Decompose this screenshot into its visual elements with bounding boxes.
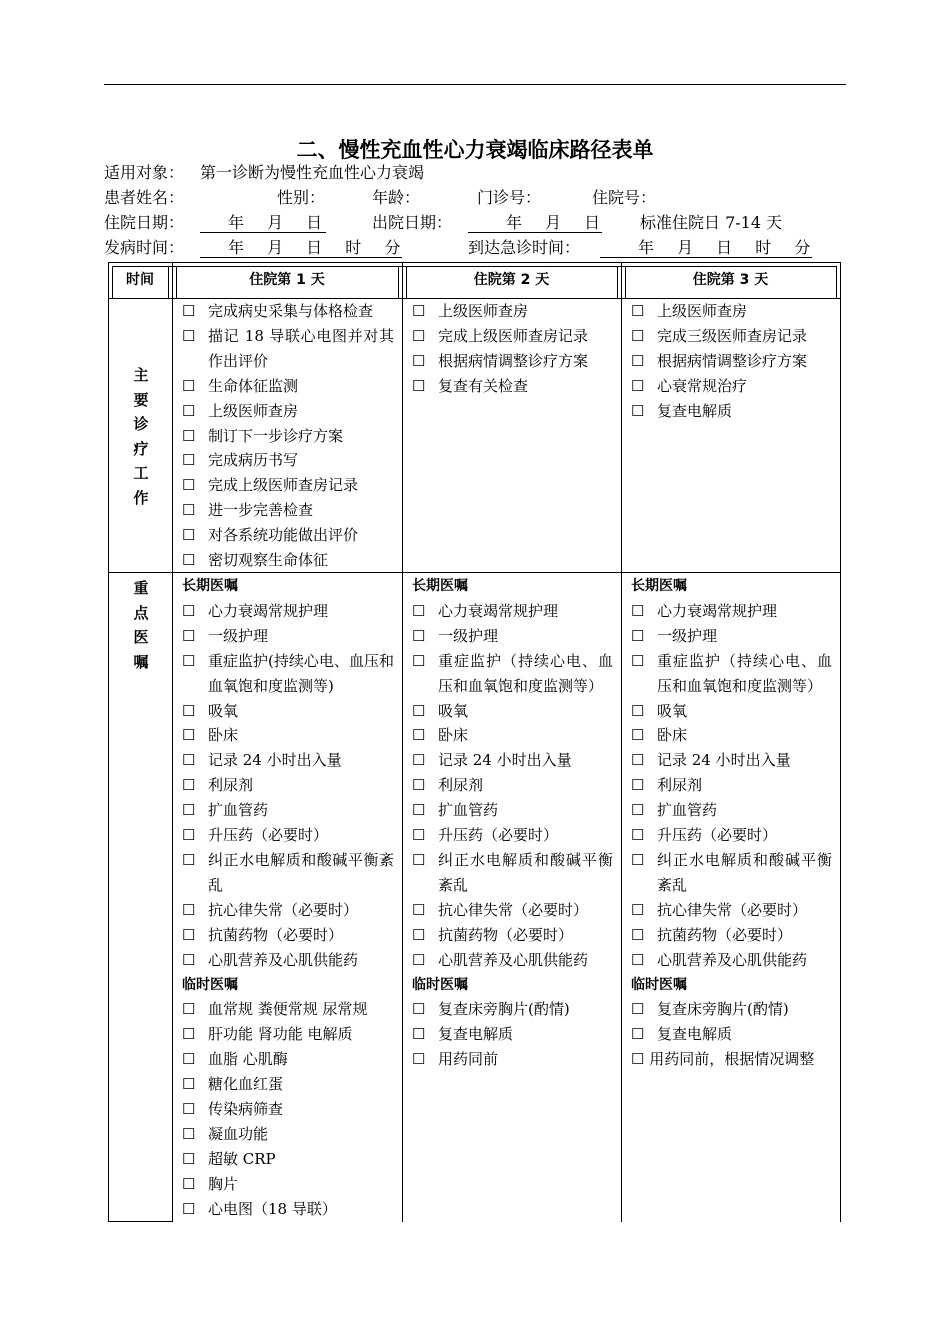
- arrival-blank: [600, 237, 812, 258]
- checkbox-icon[interactable]: ☐: [182, 850, 196, 869]
- checkbox-icon[interactable]: ☐: [412, 776, 426, 795]
- checkbox-icon[interactable]: ☐: [412, 626, 426, 645]
- item-text: 纠正水电解质和酸碱平衡紊乱: [438, 850, 613, 894]
- item-text: 根据病情调整诊疗方案: [657, 351, 808, 370]
- checkbox-icon[interactable]: ☐: [412, 850, 426, 869]
- table-top-border: [108, 262, 841, 263]
- order-item: [182, 1147, 394, 1172]
- checkbox-icon[interactable]: ☐: [631, 850, 645, 869]
- header-inner-border: [398, 266, 399, 298]
- item-text: 完成上级医师查房记录: [208, 476, 359, 495]
- checkbox-icon[interactable]: ☐: [182, 826, 196, 845]
- order-item: [412, 723, 613, 748]
- order-item: [631, 948, 832, 973]
- checkbox-icon[interactable]: ☐: [412, 1000, 426, 1019]
- temporary-orders-heading: 临时医嘱: [412, 976, 468, 993]
- item-text: 完成病史采集与体格检查: [208, 302, 374, 320]
- standard-stay: 标准住院日 7-14 天: [640, 213, 783, 232]
- checkbox-icon[interactable]: ☐: [182, 326, 196, 345]
- item-text: 卧床: [208, 726, 239, 745]
- checkbox-icon[interactable]: ☐: [182, 401, 196, 420]
- item-text: 卧床: [438, 726, 469, 745]
- item-text: 心衰常规治疗: [657, 376, 748, 395]
- checklist-item: [182, 548, 394, 573]
- order-item: [182, 823, 394, 848]
- checkbox-icon[interactable]: ☐: [631, 950, 645, 969]
- item-text: 吸氧: [657, 701, 688, 720]
- item-text: 重症监护（持续心电、血压和血氧饱和度监测等）: [657, 651, 832, 695]
- checklist-item: [631, 324, 832, 349]
- order-item: [182, 723, 394, 748]
- checkbox-icon[interactable]: ☐: [182, 551, 196, 570]
- item-text: 根据病情调整诊疗方案: [438, 351, 589, 370]
- item-text: 抗心律失常（必要时）: [657, 900, 808, 919]
- checkbox-icon[interactable]: ☐: [182, 751, 196, 770]
- onset-label: 发病时间：: [104, 238, 185, 257]
- checkbox-icon[interactable]: ☐: [412, 826, 426, 845]
- checkbox-icon[interactable]: ☐: [412, 1025, 426, 1044]
- item-text: 凝血功能: [208, 1124, 269, 1143]
- order-item: [182, 798, 394, 823]
- item-text: 升压药（必要时）: [208, 826, 329, 845]
- order-item: [182, 1122, 394, 1147]
- checkbox-icon[interactable]: ☐: [412, 1050, 426, 1069]
- col-header-day2: 住院第 2 天: [473, 272, 550, 288]
- onset-blank: [200, 237, 402, 258]
- item-text: 用药同前: [438, 1050, 499, 1069]
- item-text: 抗菌药物（必要时）: [657, 925, 793, 944]
- order-item: [182, 773, 394, 798]
- checkbox-icon[interactable]: ☐: [182, 626, 196, 645]
- order-item: [182, 1172, 394, 1197]
- checklist-item: [182, 399, 394, 424]
- checkbox-icon[interactable]: ☐: [412, 326, 426, 345]
- checkbox-icon[interactable]: ☐: [631, 801, 645, 820]
- checkbox-icon[interactable]: ☐: [631, 1050, 650, 1069]
- order-item: [412, 748, 613, 773]
- checkbox-icon[interactable]: ☐: [182, 701, 196, 720]
- item-text: 利尿剂: [657, 776, 703, 795]
- item-text: 重症监护(持续心电、血压和血氧饱和度监测等): [208, 651, 394, 695]
- item-text: 进一步完善检查: [208, 501, 314, 520]
- checkbox-icon[interactable]: ☐: [182, 1174, 196, 1193]
- item-text: 心肌营养及心肌供能药: [208, 950, 359, 969]
- order-item: [182, 997, 394, 1022]
- item-text: 一级护理: [438, 626, 499, 645]
- item-text: 完成三级医师查房记录: [657, 326, 808, 345]
- row-label-main-work: [111, 363, 171, 510]
- order-item: [631, 798, 832, 823]
- item-text: 糖化血红蛋: [208, 1075, 284, 1094]
- order-item: [412, 699, 613, 724]
- col-header-day3: 住院第 3 天: [692, 272, 769, 288]
- item-text: 利尿剂: [438, 776, 484, 795]
- order-item: [182, 1047, 394, 1072]
- order-item: [631, 923, 832, 948]
- admit-date-label: 住院日期：: [104, 213, 185, 232]
- item-text: 制订下一步诊疗方案: [208, 426, 344, 445]
- checklist-item: [631, 349, 832, 374]
- item-text: 扩血管药: [438, 801, 499, 820]
- checkbox-icon[interactable]: ☐: [182, 1025, 196, 1044]
- checklist-item: [631, 299, 832, 324]
- checkbox-icon[interactable]: ☐: [631, 826, 645, 845]
- admit-date-blank: [200, 212, 326, 233]
- order-item: [631, 1047, 832, 1072]
- checkbox-icon[interactable]: ☐: [412, 302, 426, 320]
- item-text: 纠正水电解质和酸碱平衡紊乱: [657, 850, 832, 894]
- item-text: 上级医师查房: [438, 302, 529, 320]
- checklist-item: [182, 448, 394, 473]
- checkbox-icon[interactable]: ☐: [412, 925, 426, 944]
- item-text: 纠正水电解质和酸碱平衡紊乱: [208, 850, 394, 894]
- row-label-text: 主 要 诊 疗 工 作: [133, 366, 149, 507]
- page-title: 二、慢性充血性心力衰竭临床路径表单: [296, 138, 654, 162]
- checkbox-icon[interactable]: ☐: [412, 351, 426, 370]
- order-item: [412, 798, 613, 823]
- checkbox-icon[interactable]: ☐: [412, 751, 426, 770]
- order-item: [412, 649, 613, 699]
- item-text: 抗菌药物（必要时）: [208, 925, 344, 944]
- header-inner-border: [836, 266, 837, 298]
- gender-label: 性别：: [277, 188, 326, 207]
- checklist-item: [182, 324, 394, 374]
- checklist-item: [182, 299, 394, 324]
- checkbox-icon[interactable]: ☐: [631, 601, 645, 620]
- checkbox-icon[interactable]: ☐: [412, 701, 426, 720]
- item-text: 心电图（18 导联）: [208, 1199, 337, 1218]
- checklist-item: [182, 498, 394, 523]
- admit-date-value: 年 月 日: [228, 213, 323, 232]
- long-term-orders-heading: 长期医嘱: [182, 578, 238, 594]
- item-text: 扩血管药: [657, 801, 718, 820]
- day3-key-orders: [631, 574, 832, 1072]
- day2-col-border: [621, 262, 622, 1222]
- checklist-item: [631, 399, 832, 424]
- item-text: 复查电解质: [657, 1025, 733, 1044]
- temporary-orders-heading: 临时医嘱: [631, 976, 687, 993]
- order-item: [182, 1072, 394, 1097]
- checkbox-icon[interactable]: ☐: [631, 1025, 645, 1044]
- discharge-date-value: 年 月 日: [506, 213, 601, 232]
- order-item: [182, 1097, 394, 1122]
- checkbox-icon[interactable]: ☐: [182, 1149, 196, 1168]
- order-item: [412, 1022, 613, 1047]
- checkbox-icon[interactable]: ☐: [182, 302, 196, 320]
- label-col-bottom: [108, 1221, 172, 1222]
- checkbox-icon[interactable]: ☐: [631, 701, 645, 720]
- item-text: 抗菌药物（必要时）: [438, 925, 574, 944]
- checkbox-icon[interactable]: ☐: [182, 501, 196, 520]
- item-text: 传染病筛查: [208, 1100, 284, 1119]
- day2-key-orders: [412, 574, 613, 1072]
- applicable-value: 第一诊断为慢性充血性心力衰竭: [200, 163, 425, 182]
- item-text: 一级护理: [208, 626, 269, 645]
- applicable-label: 适用对象：: [104, 163, 185, 182]
- order-item: [182, 649, 394, 699]
- item-text: 生命体征监测: [208, 376, 299, 395]
- table-left-border: [108, 262, 109, 1222]
- checkbox-icon[interactable]: ☐: [182, 925, 196, 944]
- order-item: [412, 823, 613, 848]
- item-text: 扩血管药: [208, 801, 269, 820]
- header-inner-border: [168, 266, 169, 298]
- item-text: 对各系统功能做出评价: [208, 526, 359, 545]
- item-text: 描记 18 导联心电图并对其作出评价: [208, 326, 394, 370]
- order-item: [631, 649, 832, 699]
- admission-no-label: 住院号：: [592, 188, 657, 207]
- checkbox-icon[interactable]: ☐: [182, 451, 196, 470]
- item-text: 心肌营养及心肌供能药: [657, 950, 808, 969]
- item-text: 抗心律失常（必要时）: [438, 900, 589, 919]
- item-text: 心力衰竭常规护理: [208, 601, 329, 620]
- discharge-date-label: 出院日期：: [372, 213, 453, 232]
- order-item: [412, 948, 613, 973]
- item-text: 肝功能 肾功能 电解质: [208, 1025, 353, 1044]
- item-text: 吸氧: [438, 701, 469, 720]
- order-item: [182, 599, 394, 624]
- checkbox-icon[interactable]: ☐: [631, 651, 645, 670]
- arrival-value: 年 月 日 时 分: [638, 238, 811, 257]
- order-item: [412, 599, 613, 624]
- checkbox-icon[interactable]: ☐: [631, 626, 645, 645]
- checkbox-icon[interactable]: ☐: [631, 351, 645, 370]
- order-item: [631, 848, 832, 898]
- col-header-time: 时间: [126, 272, 154, 288]
- checkbox-icon[interactable]: ☐: [182, 1100, 196, 1119]
- checkbox-icon[interactable]: ☐: [182, 651, 196, 670]
- order-item: [631, 997, 832, 1022]
- item-text: 上级医师查房: [657, 302, 748, 320]
- item-text: 记录 24 小时出入量: [208, 751, 342, 770]
- item-text: 抗心律失常（必要时）: [208, 900, 359, 919]
- item-text: 心力衰竭常规护理: [657, 601, 778, 620]
- order-item: [182, 699, 394, 724]
- order-item: [182, 898, 394, 923]
- checkbox-icon[interactable]: ☐: [631, 376, 645, 395]
- checkbox-icon[interactable]: ☐: [631, 1000, 645, 1019]
- order-item: [412, 898, 613, 923]
- checkbox-icon[interactable]: ☐: [182, 1075, 196, 1094]
- item-text: 心肌营养及心肌供能药: [438, 950, 589, 969]
- top-rule: [104, 84, 846, 85]
- item-text: 血脂 心肌酶: [208, 1050, 288, 1069]
- item-text: 密切观察生命体征: [208, 551, 329, 570]
- item-text: 重症监护（持续心电、血压和血氧饱和度监测等）: [438, 651, 613, 695]
- onset-value: 年 月 日 时 分: [228, 238, 401, 257]
- order-item: [631, 773, 832, 798]
- checkbox-icon[interactable]: ☐: [412, 601, 426, 620]
- long-term-orders-heading: 长期医嘱: [412, 578, 468, 594]
- item-text: 上级医师查房: [208, 401, 299, 420]
- order-item: [182, 1197, 394, 1222]
- checkbox-icon[interactable]: ☐: [631, 326, 645, 345]
- checkbox-icon[interactable]: ☐: [412, 900, 426, 919]
- age-label: 年龄：: [372, 188, 421, 207]
- checkbox-icon[interactable]: ☐: [631, 900, 645, 919]
- checkbox-icon[interactable]: ☐: [182, 1050, 196, 1069]
- checkbox-icon[interactable]: ☐: [182, 1199, 196, 1218]
- item-text: 卧床: [657, 726, 688, 745]
- order-item: [412, 923, 613, 948]
- checkbox-icon[interactable]: ☐: [182, 900, 196, 919]
- day1-col-border: [402, 262, 403, 1222]
- checkbox-icon[interactable]: ☐: [412, 726, 426, 745]
- checkbox-icon[interactable]: ☐: [182, 1000, 196, 1019]
- day3-main-work: [631, 299, 832, 424]
- checkbox-icon[interactable]: ☐: [182, 950, 196, 969]
- day1-main-work: [182, 299, 394, 573]
- temporary-orders-heading: 临时医嘱: [182, 976, 238, 993]
- col-header-day1: 住院第 1 天: [249, 272, 325, 288]
- checkbox-icon[interactable]: ☐: [631, 302, 645, 320]
- item-text: 用药同前，根据情况调整: [649, 1050, 815, 1069]
- item-text: 记录 24 小时出入量: [657, 751, 791, 770]
- item-text: 完成上级医师查房记录: [438, 326, 589, 345]
- order-item: [631, 699, 832, 724]
- order-item: [182, 848, 394, 898]
- checklist-item: [182, 523, 394, 548]
- item-text: 吸氧: [208, 701, 239, 720]
- order-item: [631, 748, 832, 773]
- order-item: [631, 599, 832, 624]
- item-text: 记录 24 小时出入量: [438, 751, 572, 770]
- item-text: 超敏 CRP: [208, 1149, 276, 1168]
- order-item: [631, 624, 832, 649]
- checklist-item: [182, 374, 394, 399]
- checkbox-icon[interactable]: ☐: [182, 601, 196, 620]
- checklist-item: [412, 324, 613, 349]
- item-text: 复查电解质: [657, 401, 733, 420]
- checkbox-icon[interactable]: ☐: [412, 801, 426, 820]
- checklist-item: [631, 374, 832, 399]
- item-text: 心力衰竭常规护理: [438, 601, 559, 620]
- checkbox-icon[interactable]: ☐: [631, 726, 645, 745]
- order-item: [182, 1022, 394, 1047]
- checkbox-icon[interactable]: ☐: [631, 925, 645, 944]
- item-text: 复查床旁胸片(酌情): [657, 1000, 789, 1019]
- item-text: 升压药（必要时）: [438, 826, 559, 845]
- item-text: 一级护理: [657, 626, 718, 645]
- row-label-text: 重 点 医 嘱: [133, 579, 149, 671]
- checklist-item: [412, 374, 613, 399]
- checkbox-icon[interactable]: ☐: [182, 801, 196, 820]
- order-item: [631, 1022, 832, 1047]
- checklist-item: [412, 349, 613, 374]
- clinic-no-label: 门诊号：: [477, 188, 542, 207]
- item-text: 胸片: [208, 1174, 239, 1193]
- order-item: [631, 823, 832, 848]
- checkbox-icon[interactable]: ☐: [412, 950, 426, 969]
- order-item: [631, 723, 832, 748]
- day2-main-work: [412, 299, 613, 399]
- order-item: [182, 748, 394, 773]
- checkbox-icon[interactable]: ☐: [182, 426, 196, 445]
- checkbox-icon[interactable]: ☐: [182, 526, 196, 545]
- item-text: 复查电解质: [438, 1025, 514, 1044]
- checkbox-icon[interactable]: ☐: [412, 376, 426, 395]
- order-item: [631, 898, 832, 923]
- label-col-border: [172, 262, 173, 1222]
- checkbox-icon[interactable]: ☐: [412, 651, 426, 670]
- checkbox-icon[interactable]: ☐: [631, 776, 645, 795]
- checkbox-icon[interactable]: ☐: [631, 751, 645, 770]
- row-label-key-orders: [111, 576, 171, 674]
- item-text: 利尿剂: [208, 776, 254, 795]
- item-text: 复查床旁胸片(酌情): [438, 1000, 570, 1019]
- item-text: 复查有关检查: [438, 376, 529, 395]
- arrival-label: 到达急诊时间：: [468, 238, 581, 257]
- order-item: [412, 848, 613, 898]
- checkbox-icon[interactable]: ☐: [631, 401, 645, 420]
- item-text: 完成病历书写: [208, 451, 299, 470]
- checkbox-icon[interactable]: ☐: [182, 726, 196, 745]
- patient-name-label: 患者姓名：: [104, 188, 185, 207]
- checklist-item: [182, 424, 394, 449]
- order-item: [182, 948, 394, 973]
- checkbox-icon[interactable]: ☐: [182, 1124, 196, 1143]
- long-term-orders-heading: 长期医嘱: [631, 578, 687, 594]
- checkbox-icon[interactable]: ☐: [182, 476, 196, 495]
- order-item: [412, 624, 613, 649]
- table-right-border: [840, 262, 841, 1222]
- order-item: [412, 997, 613, 1022]
- day1-key-orders: [182, 574, 394, 1222]
- order-item: [412, 773, 613, 798]
- header-inner-border: [617, 266, 618, 298]
- header-inner-border: [112, 266, 836, 267]
- checklist-item: [182, 473, 394, 498]
- checklist-item: [412, 299, 613, 324]
- checkbox-icon[interactable]: ☐: [182, 776, 196, 795]
- order-item: [182, 923, 394, 948]
- item-text: 血常规 粪便常规 尿常规: [208, 1000, 368, 1019]
- checkbox-icon[interactable]: ☐: [182, 376, 196, 395]
- discharge-date-blank: [468, 212, 602, 233]
- order-item: [412, 1047, 613, 1072]
- item-text: 升压药（必要时）: [657, 826, 778, 845]
- order-item: [182, 624, 394, 649]
